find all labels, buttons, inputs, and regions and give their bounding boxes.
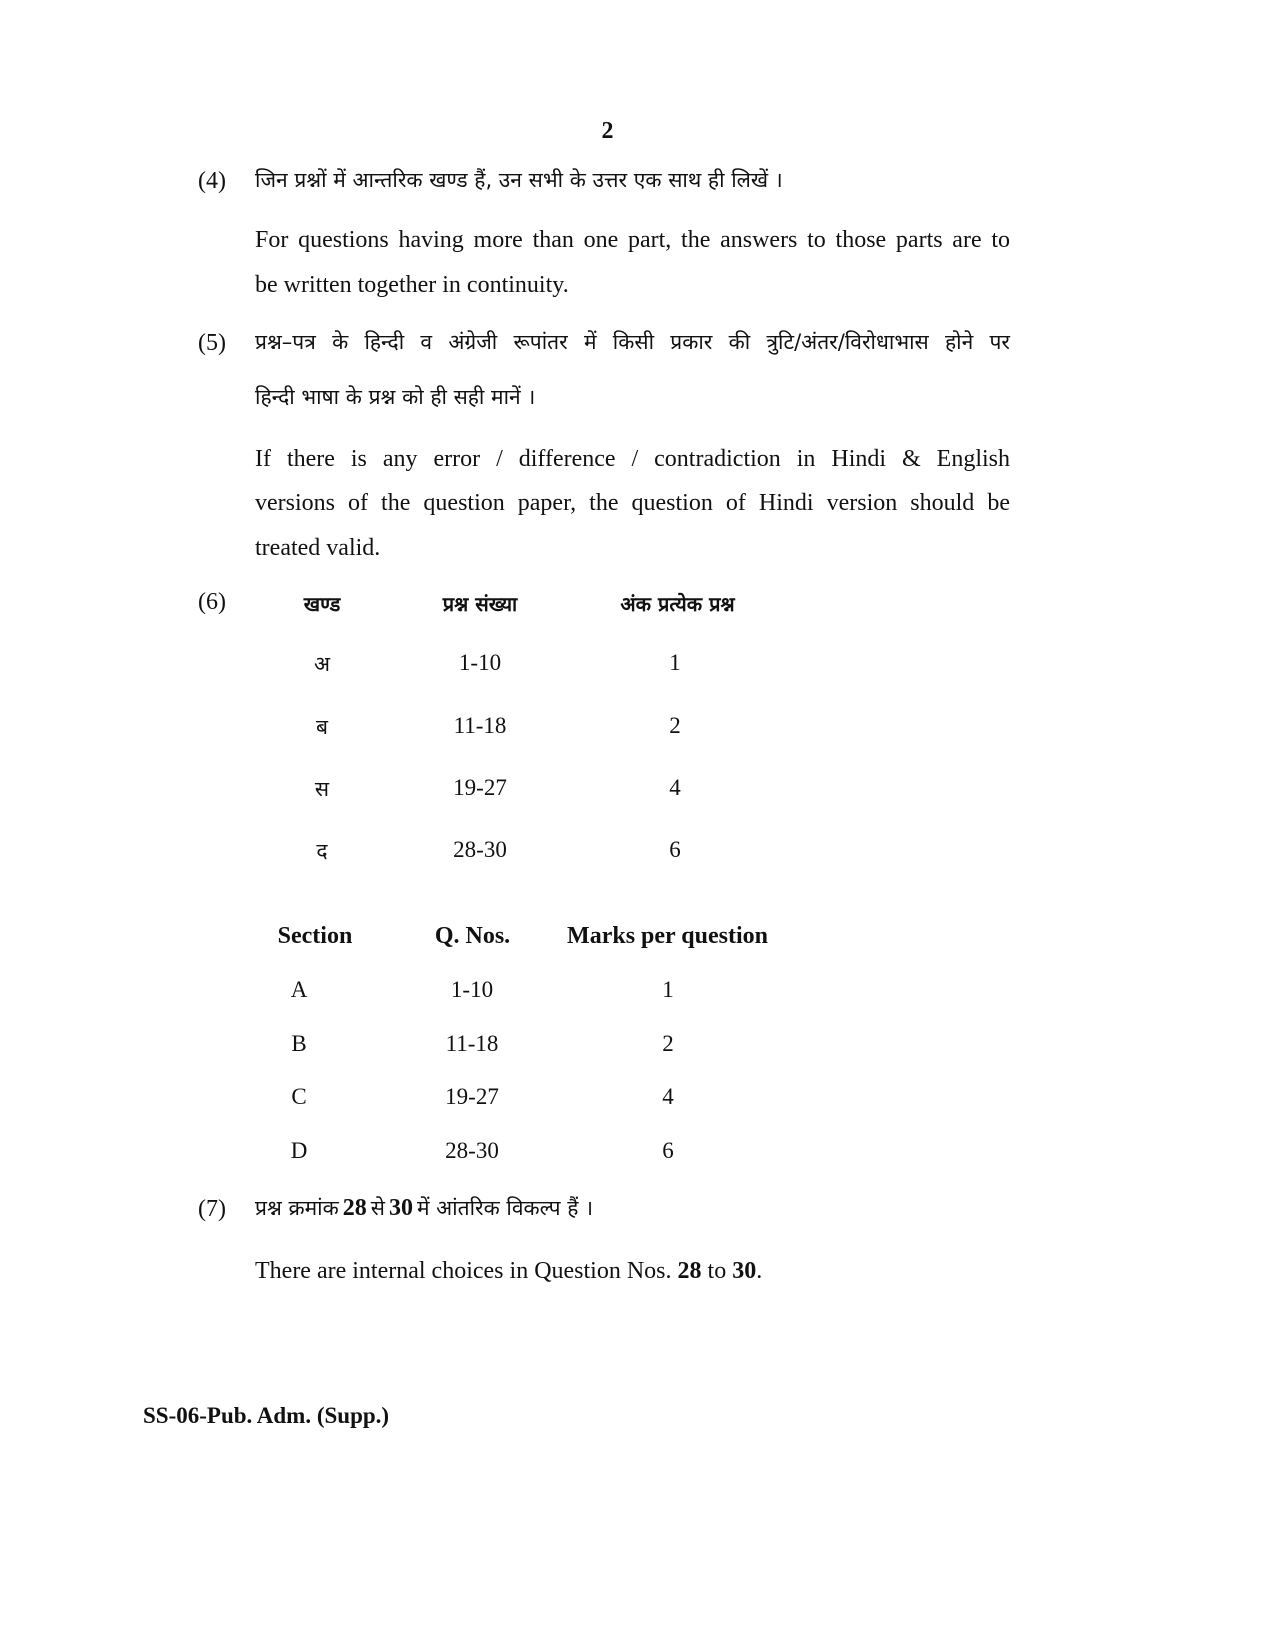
table-cell: 19-27 [453, 775, 507, 800]
table-cell: 6 [662, 1138, 674, 1163]
table-cell: 2 [669, 713, 681, 738]
table-cell: 1-10 [450, 977, 494, 1002]
table-cell: A [290, 977, 308, 1002]
item-5-hindi-line-1: प्रश्न–पत्र के हिन्दी व अंग्रेजी रूपांतर में किसी प्रकार की त्रुटि/अंतर/विरोधाभास होने पर [255, 330, 1010, 354]
item-4-hindi: जिन प्रश्नों में आन्तरिक खण्ड हैं, उन सभी के उत्तर एक साथ ही लिखें । [255, 168, 783, 192]
table-cell: B [291, 1031, 307, 1056]
item-7-english-prefix: There are internal choices in Question Nos. [255, 1258, 672, 1284]
english-table-header-qnos: Q. Nos. [434, 923, 511, 949]
hindi-table-header-qnos: प्रश्न संख्या [442, 592, 518, 616]
item-4-number: (4) [198, 168, 226, 194]
item-5-english-line-1: If there is any error / difference / contradiction in Hindi & English [255, 446, 1010, 472]
table-cell: 4 [662, 1084, 674, 1109]
table-cell: स [314, 777, 330, 801]
item-7-english-from: 28 [677, 1258, 702, 1284]
table-cell: 28-30 [445, 1138, 499, 1163]
item-5-number: (5) [198, 330, 226, 356]
item-7-hindi-suffix: में आंतरिक विकल्प हैं । [416, 1196, 594, 1220]
item-5-english-line-3: treated valid. [255, 535, 381, 561]
table-cell: 4 [669, 775, 681, 800]
table-cell: 11-18 [445, 1031, 499, 1056]
item-7-english-suffix: . [756, 1258, 763, 1284]
table-cell: D [290, 1138, 308, 1163]
table-cell: C [291, 1084, 307, 1109]
item-4-english-line-1: For questions having more than one part, the answers to those parts are to [255, 227, 1010, 253]
item-7-hindi-prefix: प्रश्न क्रमांक [255, 1196, 339, 1220]
table-cell: 1-10 [458, 650, 502, 675]
table-cell: 6 [669, 837, 681, 862]
table-cell: 1 [669, 650, 681, 675]
item-7-english-to: 30 [732, 1258, 757, 1284]
table-cell: अ [313, 652, 331, 676]
table-cell: 19-27 [445, 1084, 499, 1109]
item-7-english-mid: to [707, 1258, 727, 1284]
item-7-english [255, 1258, 762, 1285]
item-5-english-line-2: versions of the question paper, the question of Hindi version should be [255, 490, 1010, 516]
item-7-hindi [255, 1194, 593, 1222]
page-number: 2 [601, 118, 614, 144]
english-table-header-marks: Marks per question [567, 923, 768, 949]
item-7-hindi-mid: से [370, 1196, 385, 1220]
table-cell: ब [316, 715, 328, 739]
item-4-english-line-2: be written together in continuity. [255, 272, 569, 298]
paper-code-footer: SS-06-Pub. Adm. (Supp.) [143, 1403, 390, 1428]
item-7-hindi-to: 30 [388, 1195, 413, 1221]
table-cell: 28-30 [453, 837, 507, 862]
hindi-table-header-section: खण्ड [303, 592, 341, 616]
hindi-table-header-marks: अंक प्रत्येक प्रश्न [620, 592, 735, 616]
item-7-number: (7) [198, 1196, 226, 1222]
table-cell: 11-18 [453, 713, 507, 738]
table-cell: 1 [662, 977, 674, 1002]
item-5-hindi-line-2: हिन्दी भाषा के प्रश्न को ही सही मानें । [255, 385, 536, 409]
item-7-hindi-from: 28 [342, 1195, 367, 1221]
table-cell: द [316, 839, 328, 863]
item-6-number: (6) [198, 589, 226, 615]
table-cell: 2 [662, 1031, 674, 1056]
english-table-header-section: Section [277, 923, 353, 949]
